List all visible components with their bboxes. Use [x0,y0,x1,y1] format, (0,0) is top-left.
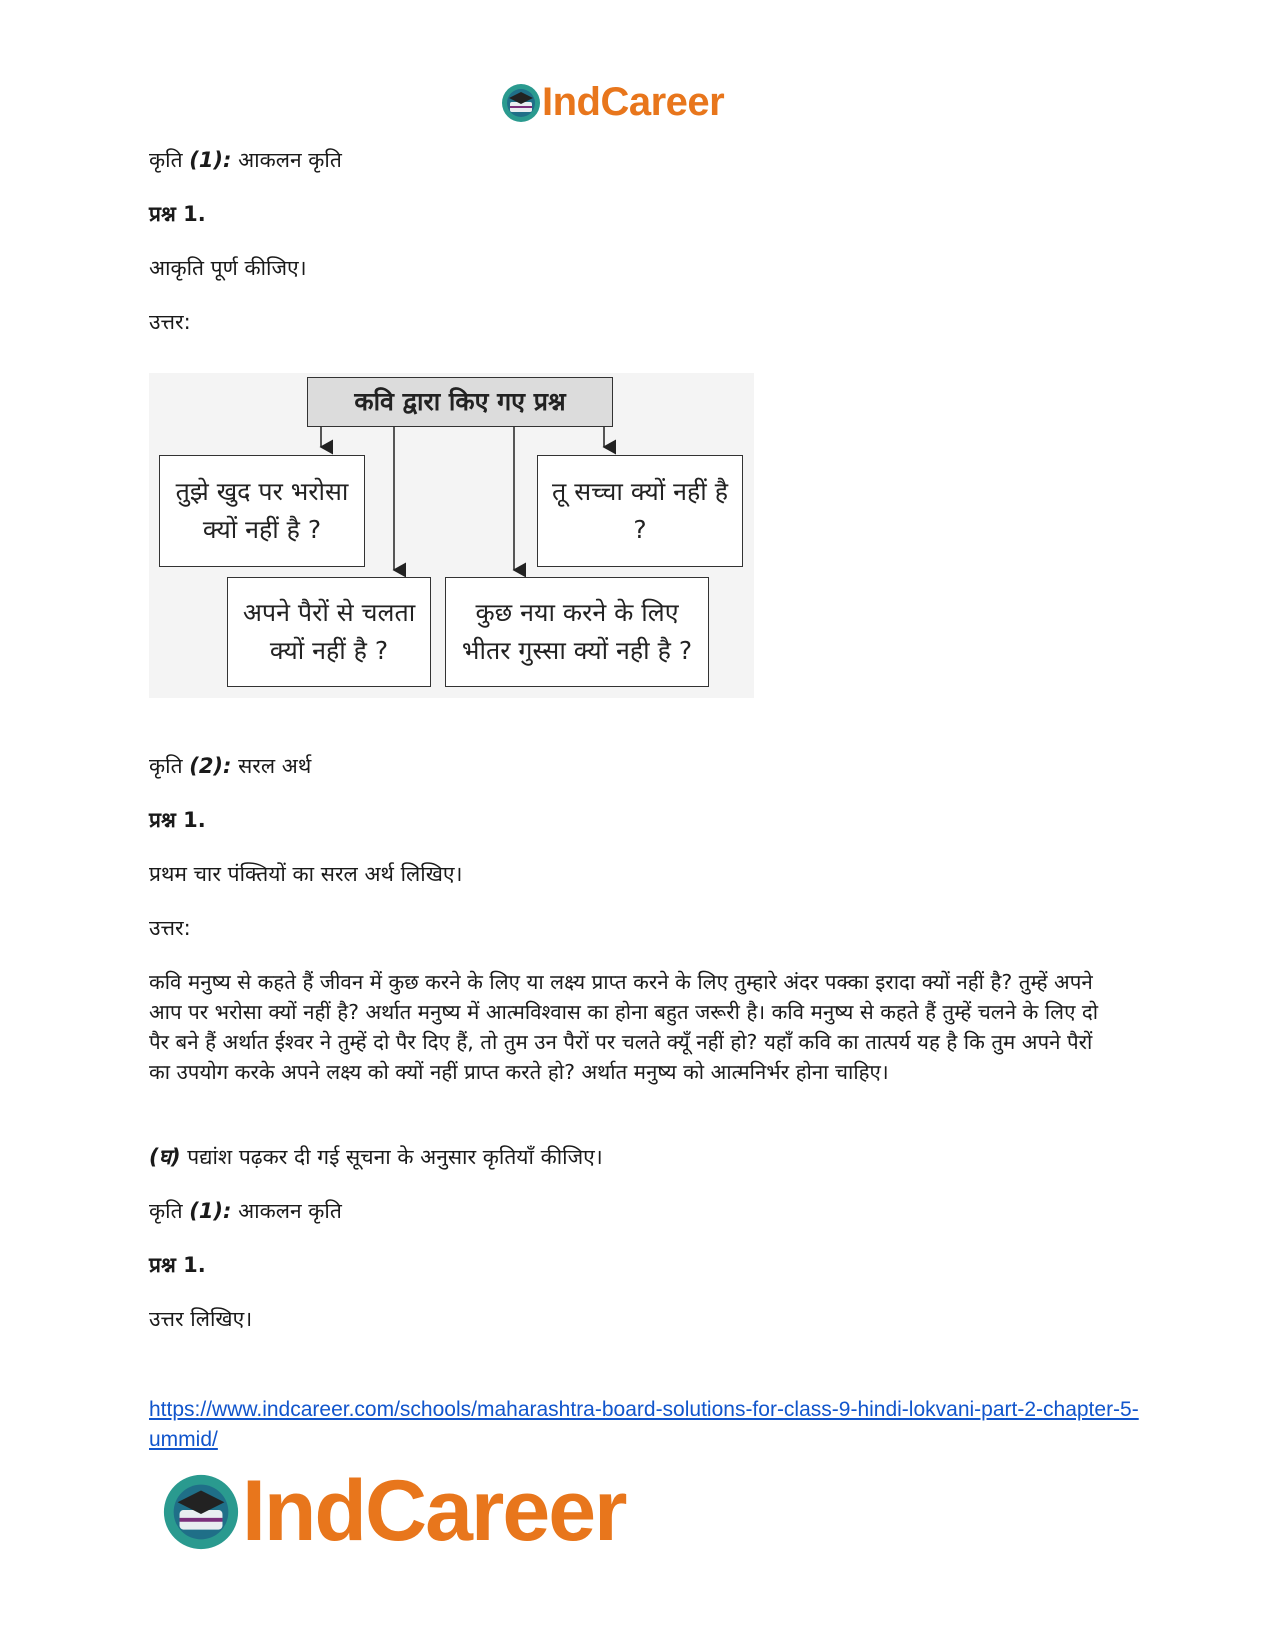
source-link[interactable]: https://www.indcareer.com/schools/maharashtra-board-solutions-for-class-9-hindi-lokvani-part-2-chapter-5-ummid/ [149,1398,1139,1451]
kriti-label: कृति [149,1199,190,1223]
question-instruction: प्रथम चार पंक्तियों का सरल अर्थ लिखिए। [149,862,463,886]
diagram-title-box: कवि द्वारा किए गए प्रश्न [307,377,613,427]
diagram-box-2: अपने पैरों से चलता क्यों नहीं है ? [227,577,431,687]
answer-paragraph: कवि मनुष्य से कहते हैं जीवन में कुछ करने के लिए या लक्ष्य प्राप्त करने के लिए तुम्हारे अंदर पक्का इरादा क्यों नहीं है? तुम्हें अपने आप पर भरोसा क्यों नहीं है? अर्थात मनुष्य में आत्मविश्वास का होना बहुत जरूरी है। कवि मनुष्य से कहते हैं तुम्हें चलने के लिए दो पैर बने हैं अर्थात ईश्वर ने तुम्हें दो पैर दिए हैं, तो तुम उन पैरों पर चलते क्यूँ नहीं हो? यहाँ कवि का तात्पर्य यह है कि तुम अपने पैरों का उपयोग करके अपने लक्ष्य को क्यों नहीं प्राप्त करते हो? अर्थात मनुष्य को आत्मनिर्भर होना चाहिए। [149,970,1099,1084]
kriti-number: (1): [189,148,232,172]
kriti-2-heading [149,751,311,781]
kriti-1-heading [149,145,342,175]
gha-instruction [149,1142,603,1172]
gha-text: पद्यांश पढ़कर दी गई सूचना के अनुसार कृतियाँ कीजिए। [180,1145,603,1169]
question-label: प्रश्न 1. [149,1253,206,1277]
kriti-label: कृति [149,148,190,172]
kriti-label: कृति [149,754,190,778]
diagram-box-3: कुछ नया करने के लिए भीतर गुस्सा क्यों नही है ? [445,577,709,687]
kriti-title: आकलन कृति [231,148,342,172]
question-instruction: आकृति पूर्ण कीजिए। [149,256,307,280]
answer-label: उत्तर: [149,310,191,334]
question-instruction: उत्तर लिखिए। [149,1307,253,1331]
kriti-number: (1): [189,1199,232,1223]
logo-wordmark: IndCareer [542,80,725,124]
graduation-book-icon [500,82,542,124]
diagram-box-1: तुझे खुद पर भरोसा क्यों नहीं है ? [159,455,365,567]
kriti-title: सरल अर्थ [231,754,312,778]
kriti-number: (2): [189,754,232,778]
graduation-book-icon [160,1471,242,1553]
indcareer-logo-bottom [160,1462,626,1561]
logo-wordmark: IndCareer [242,1463,626,1559]
indcareer-logo-top [500,80,724,125]
gha-label: (घ) [149,1145,181,1169]
question-label: प्रश्न 1. [149,202,206,226]
diagram-box-4: तू सच्चा क्यों नहीं है ? [537,455,743,567]
answer-label: उत्तर: [149,916,191,940]
kriti-1-heading-2 [149,1196,342,1226]
kriti-title: आकलन कृति [231,1199,342,1223]
question-label: प्रश्न 1. [149,808,206,832]
question-diagram [149,373,754,698]
